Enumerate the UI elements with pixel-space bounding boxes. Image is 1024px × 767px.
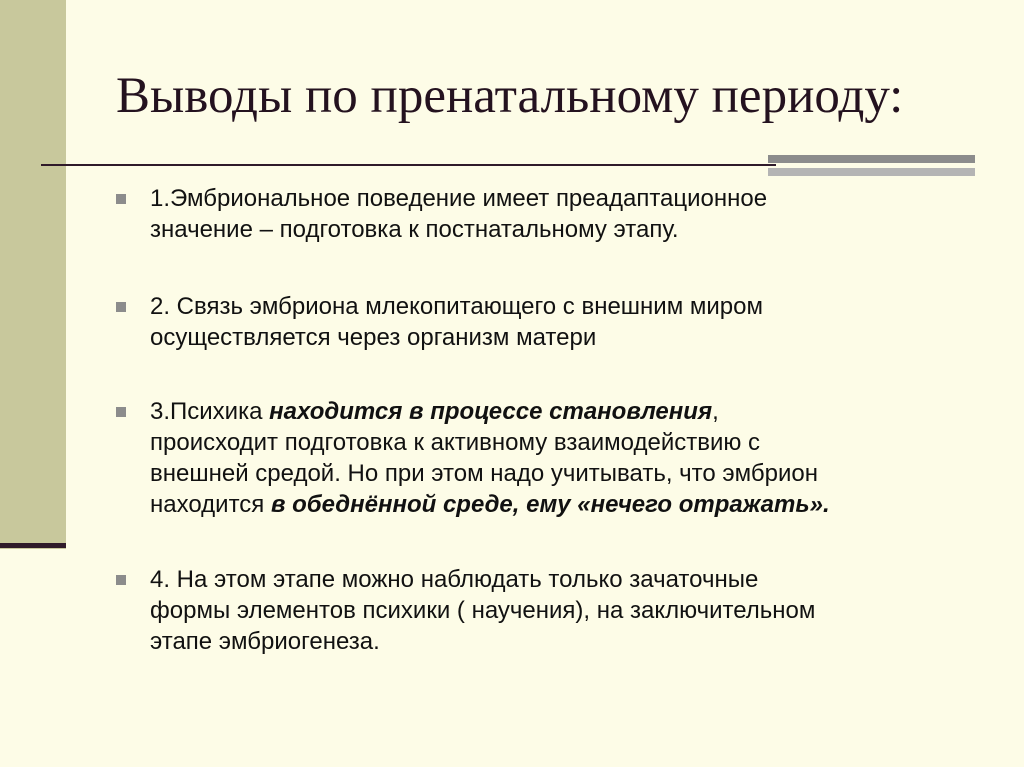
bullet-line: 2. Связь эмбриона млекопитающего с внешним миром	[150, 293, 763, 320]
bullet-line	[150, 489, 980, 520]
bullet-square-icon	[116, 407, 126, 417]
bullet-square-icon	[116, 302, 126, 312]
bullet-line: 4. На этом этапе можно наблюдать только зачаточные	[150, 566, 759, 593]
bullet-line: формы элементов психики ( научения), на заключительном	[150, 597, 816, 624]
bullet-text	[150, 396, 980, 520]
bullet-square-icon	[116, 575, 126, 585]
title-underline	[41, 164, 776, 166]
bullet-line	[150, 396, 980, 427]
slide-title: Выводы по пренатальному периоду:	[116, 68, 904, 124]
bullet-line: внешней средой. Но при этом надо учитывать, что эмбрион	[150, 460, 818, 487]
bullet-square-icon	[116, 194, 126, 204]
emphasis-text: в обеднённой среде, ему «нечего отражать».	[270, 491, 830, 518]
bullet-line: 1.Эмбриональное поведение имеет преадаптационное	[150, 185, 768, 212]
accent-bar-top	[768, 155, 975, 163]
bullet-line: значение – подготовка к постнатальному этапу.	[150, 216, 679, 243]
left-bar-divider	[0, 543, 66, 548]
bullet-line: происходит подготовка к активному взаимодействию с	[150, 429, 761, 456]
bullet-text-run: находится	[150, 491, 271, 518]
bullet-text-run: ,	[712, 398, 719, 425]
bullet-text	[150, 183, 980, 245]
bullet-text-run: 3.Психика	[150, 398, 270, 425]
emphasis-text: находится в процессе становления	[269, 398, 713, 425]
bullet-line: осуществляется через организм матери	[150, 324, 597, 351]
accent-bar-bottom	[768, 168, 975, 176]
bullet-line: этапе эмбриогенеза.	[150, 628, 380, 655]
bullet-text	[150, 291, 980, 353]
left-decorative-bar	[0, 0, 66, 549]
bullet-text	[150, 564, 980, 657]
